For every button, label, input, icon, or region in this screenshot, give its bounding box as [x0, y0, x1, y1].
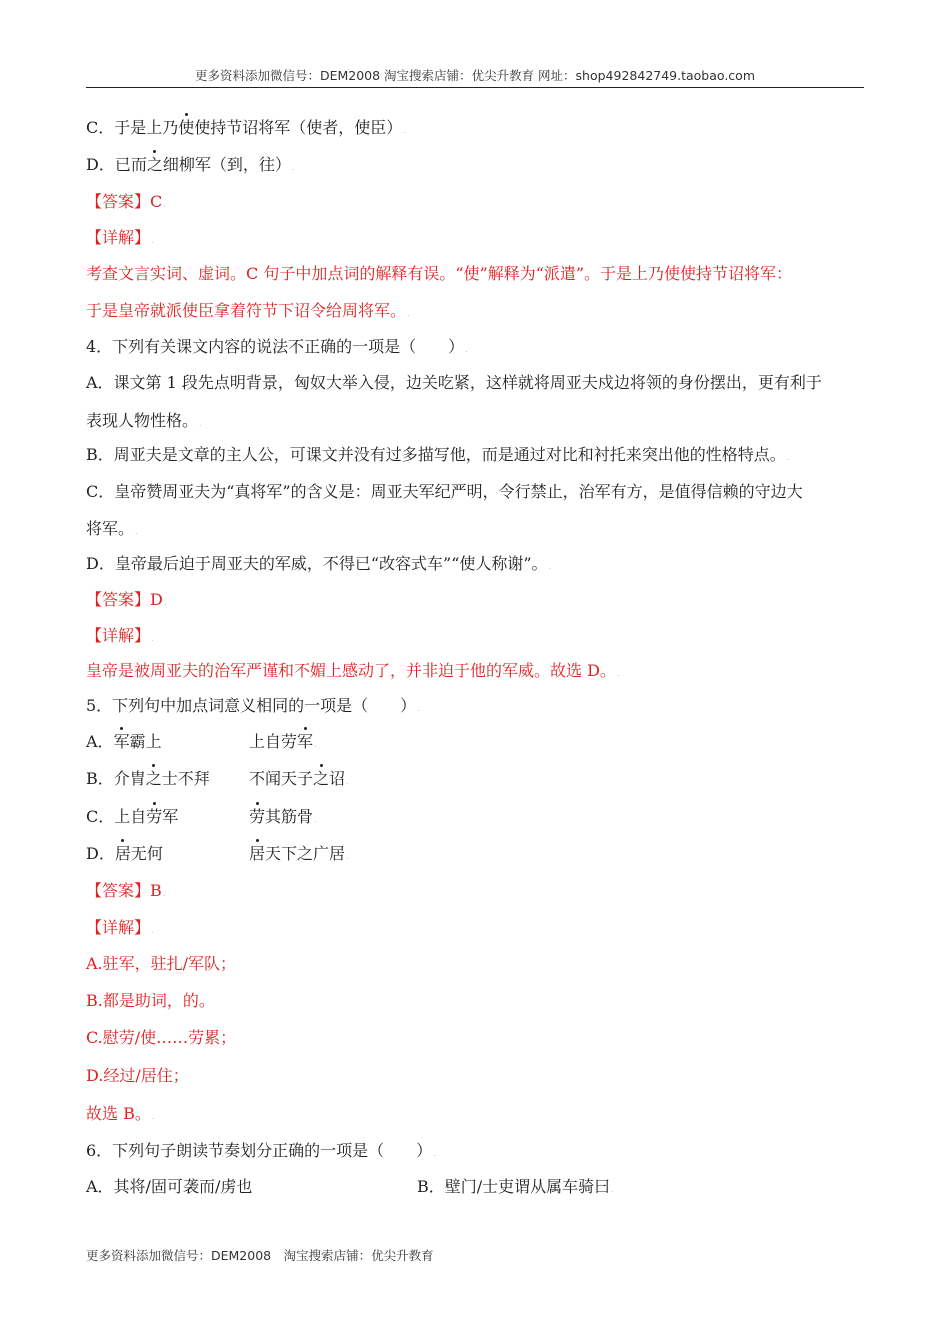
q6-options: [86, 1176, 614, 1198]
q3-detail-line-1: 考查文言实词、虚词。C 句子中加点词的解释有误。“使”解释为“派遣”。于是上乃使使持节诏将军：: [86, 264, 793, 283]
header-divider: [86, 87, 864, 88]
emphasis-dot-char: 之: [313, 769, 330, 788]
emphasis-dot-char: 之: [145, 769, 162, 788]
q4-detail-line-1: 皇帝是被周亚夫的治军严谨和不媚上感动了，并非迫于他的军威。故选 D。.: [86, 661, 620, 680]
q4-option-a-line-1: A．课文第 1 段先点明背景，匈奴大举入侵，边关吃紧，这样就将周亚夫戍边将领的身份摆出，更有利于: [86, 373, 822, 392]
q6-option-b: B．壁门/士吏谓从属车骑曰.: [417, 1177, 614, 1196]
emphasis-dot-char: 军: [113, 732, 130, 751]
emphasis-dot-char: 居: [249, 844, 266, 863]
q5-detail-d: D.经过/居住；: [86, 1066, 189, 1085]
q4-answer: 【答案】D.: [86, 590, 167, 609]
emphasis-dot-char: 居: [114, 844, 131, 863]
q4-option-a-line-2: 表现人物性格。.: [86, 411, 202, 430]
emphasis-dot-char: 使: [178, 118, 195, 137]
emphasis-dot-char: 劳: [249, 807, 266, 826]
q4-option-d: D．皇帝最后迫于周亚夫的军威，不得已“改容式车”“使人称谢”。.: [86, 554, 552, 573]
q6-stem: 6．下列句子朗读节奏划分正确的一项是（ ）.: [86, 1141, 436, 1160]
q4-detail-label: 【详解】.: [86, 626, 154, 645]
q3-answer: 【答案】C.: [86, 192, 166, 211]
q6-option-a: A．其将/固可袭而/虏也: [86, 1177, 253, 1196]
q5-detail-conclusion: 故选 B。.: [86, 1104, 155, 1123]
emphasis-dot-char: 劳: [146, 807, 163, 826]
q5-option-a: A．军霸上 上自劳军.: [86, 732, 317, 751]
q4-stem: 4．下列有关课文内容的说法不正确的一项是（ ）.: [86, 337, 468, 356]
q3-detail-label: 【详解】.: [86, 228, 154, 247]
q5-option-d: D．居无何 居天下之广居.: [86, 844, 349, 863]
q5-stem: 5．下列句中加点词意义相同的一项是（ ）.: [86, 696, 420, 715]
q5-detail-label: 【详解】.: [86, 918, 154, 937]
emphasis-dot-char: 军: [297, 732, 314, 751]
page-footer: 更多资料添加微信号：DEM2008 淘宝搜索店铺：优尖升教育: [86, 1248, 434, 1263]
q5-option-c: C．上自劳军 劳其筋骨.: [86, 807, 317, 826]
q3-option-c: C．于是上乃使使持节诏将军（使者，使臣）.: [86, 118, 406, 137]
q4-option-c-line-2: 将军。.: [86, 519, 138, 538]
q5-answer: 【答案】B.: [86, 881, 166, 900]
page-header: 更多资料添加微信号：DEM2008 淘宝搜索店铺：优尖升教育 网址：shop492842749.taobao.com: [194, 68, 756, 83]
q4-option-c-line-1: C．皇帝赞周亚夫为“真将军”的含义是：周亚夫军纪严明，令行禁止，治军有方，是值得信赖的守边大: [86, 482, 803, 501]
emphasis-dot-char: 之: [146, 155, 163, 174]
q3-detail-line-2: 于是皇帝就派使臣拿着符节下诏令给周将军。.: [86, 301, 410, 320]
q4-option-b: B．周亚夫是文章的主人公，可课文并没有过多描写他，而是通过对比和衬托来突出他的性格特点。.: [86, 445, 790, 464]
q3-option-d: D．已而之细柳军（到，往）.: [86, 155, 295, 174]
q5-detail-a: A.驻军，驻扎/军队；: [86, 954, 237, 973]
q5-option-b: B．介胄之士不拜 不闻天子之诏.: [86, 769, 349, 788]
q5-detail-b: B.都是助词，的。: [86, 991, 215, 1010]
q5-detail-c: C.慰劳/使……劳累；: [86, 1028, 237, 1047]
